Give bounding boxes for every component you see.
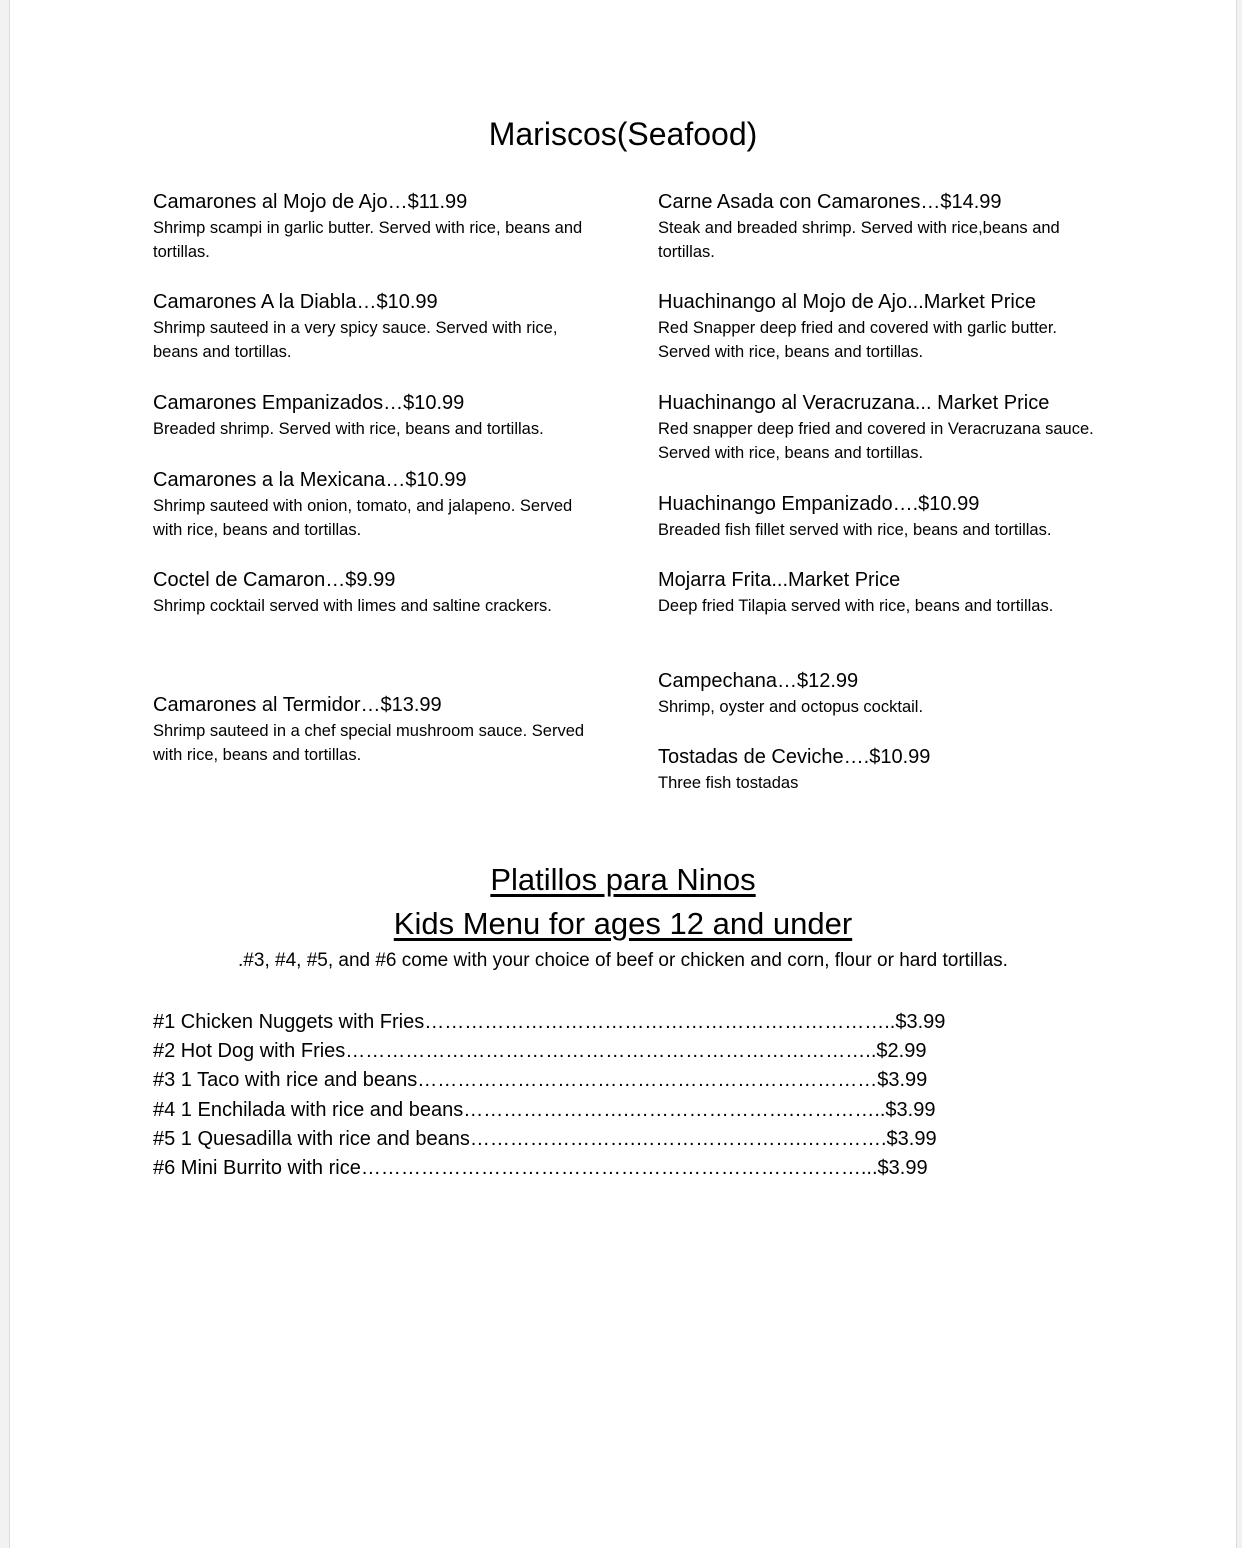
item-name: Camarones a la Mexicana…$10.99 [153, 469, 467, 491]
menu-item [153, 568, 593, 618]
menu-item [658, 669, 1108, 719]
item-description: Three fish tostadas [658, 774, 799, 792]
item-description: Deep fried Tilapia served with rice, beans and tortillas. [658, 597, 1054, 615]
item-description: Shrimp cocktail served with limes and saltine crackers. [153, 597, 552, 615]
seafood-title: Mariscos(Seafood) [488, 116, 758, 152]
item-name: Huachinango Empanizado….$10.99 [658, 493, 980, 515]
menu-item [153, 468, 593, 542]
item-name: Tostadas de Ceviche….$10.99 [658, 746, 931, 768]
item-description: Shrimp scampi in garlic butter. Served with rice, beans and tortillas. [153, 219, 583, 261]
item-name: Huachinango al Veracruzana... Market Price [658, 392, 1050, 414]
kids-menu-item: #5 1 Quesadilla with rice and beans…………………….…………………….………….$3.99 [153, 1127, 937, 1150]
menu-item [153, 693, 593, 767]
menu-item [153, 190, 593, 264]
item-description: Breaded shrimp. Served with rice, beans and tortillas. [153, 420, 544, 438]
menu-item [658, 568, 1108, 618]
kids-menu-item: #4 1 Enchilada with rice and beans…………………….…………………….…………..$3.99 [153, 1098, 936, 1121]
menu-item [658, 745, 1108, 795]
menu-item [658, 290, 1108, 364]
item-description: Shrimp sauteed in a chef special mushroom sauce. Served with rice, beans and tortillas. [153, 722, 585, 764]
item-description: Red snapper deep fried and covered in Veracruzana sauce. Served with rice, beans and tortillas. [658, 420, 1094, 462]
menu-item [658, 492, 1108, 542]
item-name: Camarones al Termidor…$13.99 [153, 694, 442, 716]
item-description: Shrimp sauteed with onion, tomato, and jalapeno. Served with rice, beans and tortillas. [153, 497, 573, 539]
kids-menu-item: #3 1 Taco with rice and beans……………………………………………………………$3.99 [153, 1069, 928, 1092]
item-description: Shrimp, oyster and octopus cocktail. [658, 698, 924, 716]
item-name: Mojarra Frita...Market Price [658, 569, 901, 591]
menu-page [9, 0, 1237, 1548]
item-name: Camarones al Mojo de Ajo…$11.99 [153, 191, 468, 213]
item-name: Campechana…$12.99 [658, 670, 859, 692]
item-description: Breaded fish fillet served with rice, beans and tortillas. [658, 521, 1052, 539]
kids-menu-item: #2 Hot Dog with Fries……………………………………………………………………..$2.99 [153, 1040, 927, 1063]
item-name: Huachinango al Mojo de Ajo...Market Price [658, 291, 1036, 313]
item-description: Shrimp sauteed in a very spicy sauce. Served with rice, beans and tortillas. [153, 319, 558, 361]
menu-item [153, 290, 593, 364]
kids-menu-item: #1 Chicken Nuggets with Fries……………………………………………………………..$3.99 [153, 1011, 946, 1033]
item-name: Carne Asada con Camarones…$14.99 [658, 191, 1002, 213]
menu-item [153, 391, 593, 441]
item-name: Camarones Empanizados…$10.99 [153, 392, 465, 414]
kids-menu-item: #6 Mini Burrito with rice…………………………………………………………………...$3.99 [153, 1157, 928, 1180]
item-description: Steak and breaded shrimp. Served with rice,beans and tortillas. [658, 219, 1060, 261]
kids-heading-english: Kids Menu for ages 12 and under [393, 906, 853, 941]
menu-item [658, 190, 1108, 264]
kids-note: .#3, #4, #5, and #6 come with your choice of beef or chicken and corn, flour or hard tortillas. [238, 950, 1008, 971]
item-name: Coctel de Camaron…$9.99 [153, 569, 396, 591]
kids-heading-spanish: Platillos para Ninos [490, 862, 756, 897]
kids-menu-list [153, 1008, 945, 1183]
menu-item [658, 391, 1108, 465]
item-name: Camarones A la Diabla…$10.99 [153, 291, 438, 313]
item-description: Red Snapper deep fried and covered with garlic butter. Served with rice, beans and tortillas. [658, 319, 1057, 361]
